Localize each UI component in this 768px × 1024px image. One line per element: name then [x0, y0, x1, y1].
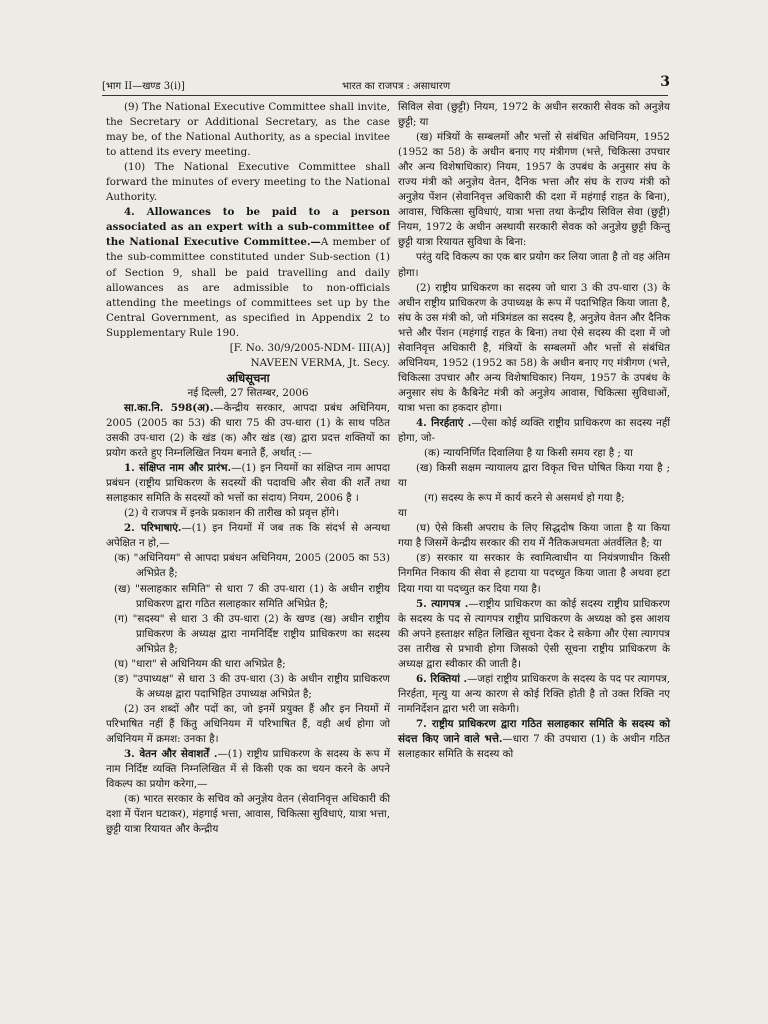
rule-3: [106, 747, 390, 792]
header-part-label: [भाग II—खण्ड 3(i)]: [102, 81, 185, 92]
rule-7: [398, 717, 670, 762]
rule-4-nga: (ङ) सरकार या सरकार के स्वामित्वाधीन या नियंत्रणाधीन किसी निगमित निकाय की सेवा से हटाया या पदच्युत किया जाता है अथवा हटा दिया गया या पदच्युत कर दिया गया है।: [398, 552, 670, 595]
gsr-text: —केन्द्रीय सरकार, आपदा प्रबंध अधिनियम, 2005 (2005 का 53) की धारा 75 की उप-धारा (1) के साथ पठित उसकी उप-धारा (2) के खंड (क) और खंड (ख) द्वारा प्रदत्त शक्तियों का प्रयोग करते हुए निम्नलिखित नियम बनाते हैं, अर्थात् :—: [106, 401, 390, 460]
rule-7-heading: 7. राष्ट्रीय प्राधिकरण द्वारा गठित सलाहकार समिति के सदस्य को संदत्त किए जाने वाले भत्ते.: [398, 717, 670, 745]
page-number: 3: [660, 74, 670, 90]
header-rule: [102, 95, 668, 96]
page-header: [102, 74, 680, 96]
rule-4-kha: (ख) किसी सक्षम न्यायालय द्वारा विकृत चित्त घोषित किया गया है ; या: [398, 462, 670, 490]
rule-3-kha: (ख) मंत्रियों के सम्बलमों और भत्तों से संबंधित अधिनियम, 1952 (1952 का 58) के अधीन बनाए गए मंत्रीगण (भत्ते, चिकित्सा उपचार और अन्य विशेषाधिकार) नियम, 1957 के उपबंध के अनुसार संघ के राज्य मंत्री को अनुज्ञेय वेतन, दैनिक भत्ता और संघ के राज्य मंत्री को अनुज्ञेय पेंशन (सेवानिवृत्त अधिकारी की दशा में महंगाई राहत के बिना), आवास, चिकित्सा सुविधाएं, यात्रा भत्ता तथा केन्द्रीय सिविल सेवा (छुट्टी) नियम, 1972 के अधीन अस्थायी सरकारी सेवक को अनुज्ञेय छुट्टी किन्तु छुट्टी यात्रा रियायत सुविधा के बिना:: [398, 131, 670, 249]
rule-2-2: (2) उन शब्दों और पदों का, जो इनमें प्रयुक्त हैं और इन नियमों में परिभाषित नहीं हैं किंतु अधिनियम में परिभाषित हैं, वही अर्थ होगा जो अधिनियम में क्रमश: उनका है।: [106, 702, 390, 745]
rule-5-heading: 5. त्यागपत्र .: [416, 597, 469, 610]
rule-1-heading: 1. संक्षिप्त नाम और प्रारंभ.: [124, 462, 232, 475]
left-column: [106, 100, 390, 837]
rule-2-text: —(1) इन नियमों में जब तक कि संदर्भ से अन्यथा अपेक्षित न हो,—: [106, 522, 390, 550]
notification-title: अधिसूचना: [226, 370, 270, 385]
rule-6-heading: 6. रिक्तियां .: [416, 672, 468, 685]
rule-4-gha: (घ) ऐसे किसी अपराध के लिए सिद्धदोष किया जाता है या किया गया है जिसमें केन्द्रीय सरकार की राय में नैतिकअधमता अंतर्वलित है; या: [398, 522, 670, 550]
definition-kha: (ख) "सलाहकार समिति" से धारा 7 की उप-धारा (1) के अधीन राष्ट्रीय प्राधिकरण द्वारा गठित सलाहकार समिति अभिप्रेत है;: [114, 582, 390, 610]
header-gazette-title: भारत का राजपत्र : असाधारण: [342, 81, 451, 92]
rule-7-text: —धारा 7 की उपधारा (1) के अधीन गठित सलाहकार समिति के सदस्य को: [398, 732, 670, 761]
rule-4: [398, 416, 670, 446]
rule-6-text: —जहां राष्ट्रीय प्राधिकरण के सदस्य के पद पर त्यागपत्र, निरर्हता, मृत्यु या अन्य कारण से कोई रिक्ति होती है तो उक्त रिक्ति नए नामनिर्देशन द्वारा भरी जा सकेगी।: [398, 672, 671, 715]
rule-3-2: (2) राष्ट्रीय प्राधिकरण का सदस्य जो धारा 3 की उप-धारा (3) के अधीन राष्ट्रीय प्राधिकरण के उपाध्यक्ष के रूप में पदाभिहित किया जाता है, संघ के उस मंत्री को, जो मंत्रिमंडल का सदस्य है, अनुज्ञेय वेतन और दैनिक भत्ते और पेंशन (महंगाई राहत के बिना) तथा ऐसे सदस्य की दशा में जो सेवानिवृत्त अधिकारी है, मंत्रियों के सम्बलमों और भत्तों से संबंधित अधिनियम, 1952 (1952 का 58) के अधीन बनाए गए मंत्रीगण (भत्ते, चिकित्सा उपचार और अन्य विशेषाधिकार) नियम, 1957 के उपबंध के अनुसार संघ के कैबिनेट मंत्री को अनुज्ञेय आवास, चिकित्सा सुविधाओं, यात्रा भत्ता का हकदार होगा।: [398, 281, 670, 414]
allowances-paragraph: [106, 205, 390, 340]
rule-1-text: —(1) इन नियमों का संक्षिप्त नाम आपदा प्रबंधन (राष्ट्रीय प्राधिकरण के सदस्यों की पदावधि और सेवा की शर्तें तथा सलाहकार समिति के सदस्यों को भत्तों का संदाय) नियम, 2006 है ।: [106, 462, 390, 505]
signatory: NAVEEN VERMA, Jt. Secy.: [250, 356, 390, 369]
gsr-paragraph: [106, 401, 390, 461]
rule-4-text: —ऐसा कोई व्यक्ति राष्ट्रीय प्राधिकरण का सदस्य नहीं होगा, जो-: [398, 416, 670, 445]
paragraph-10: (10) The National Executive Committee shall forward the minutes of every meeting to the National Authority.: [106, 161, 390, 204]
definition-ka: (क) "अधिनियम" से आपदा प्रबंधन अधिनियम, 2005 (2005 का 53) अभिप्रेत है;: [114, 552, 390, 580]
rule-5-text: —राष्ट्रीय प्राधिकरण का कोई सदस्य राष्ट्रीय प्राधिकरण के सदस्य के पद से त्यागपत्र राष्ट्रीय प्राधिकरण के अध्यक्ष को इस आशय की अपने हस्ताक्षर सहित लिखित सूचना देकर दे सकेगा और ऐसा त्यागपत्र उस तारीख से प्रभावी होगा जिसको ऐसी सूचना राष्ट्रीय प्राधिकरण के अध्यक्ष द्वारा स्वीकार की जाती है।: [398, 597, 670, 670]
rule-3-ka: (क) भारत सरकार के सचिव को अनुज्ञेय वेतन (सेवानिवृत्त अधिकारी की दशा में पेंशन घटाकर), मंहगाई भत्ता, आवास, चिकित्सा सुविधाएं, यात्रा भत्ता, छुट्टी यात्रा रियायत और केन्द्रीय: [106, 793, 390, 836]
rule-3-ka-continued: सिविल सेवा (छुट्टी) नियम, 1972 के अधीन सरकारी सेवक को अनुज्ञेय छुट्टी; या: [398, 101, 670, 129]
rule-3-proviso: परंतु यदि विकल्प का एक बार प्रयोग कर लिया जाता है तो वह अंतिम होगा।: [398, 251, 670, 279]
rule-5: [398, 597, 670, 672]
gsr-number: सा.का.नि. 598(अ).: [124, 401, 214, 414]
rule-4-ka: (क) न्यायनिर्णित दिवालिया है या किसी समय रहा है ; या: [424, 447, 633, 460]
definition-gha: (घ) "धारा" से अधिनियम की धारा अभिप्रेत है;: [114, 657, 286, 670]
rule-2-heading: 2. परिभाषाएं.: [124, 522, 182, 535]
rule-4-heading: 4. निरर्हताएं .: [416, 416, 472, 429]
allowances-heading: 4. Allowances to be paid to a person associated as an expert with a sub-committee of the National Executive Committee.—: [106, 206, 390, 249]
rule-1-2: (2) ये राजपत्र में इनके प्रकाशन की तारीख को प्रवृत्त होंगे।: [124, 507, 339, 520]
file-reference: [F. No. 30/9/2005-NDM- III(A)]: [229, 341, 390, 354]
rule-6: [398, 672, 670, 717]
right-column: [398, 100, 670, 762]
definition-ga: (ग) "सदस्य" से धारा 3 की उप-धारा (2) के खण्ड (ख) अधीन राष्ट्रीय प्राधिकरण के अध्यक्ष द्वारा नामनिर्दिष्ट राष्ट्रीय प्राधिकरण का सदस्य अभिप्रेत है;: [114, 612, 390, 655]
definition-nga: (ङ) "उपाध्यक्ष" से धारा 3 की उप-धारा (3) के अधीन राष्ट्रीय प्राधिकरण के अध्यक्ष द्वारा पदाभिहित उपाध्यक्ष अभिप्रेत है;: [114, 672, 390, 700]
rule-4-ya: या: [398, 507, 407, 520]
rule-3-heading: 3. वेतन और सेवाशर्तें .: [124, 748, 218, 761]
rule-2: [106, 521, 390, 551]
rule-3-text: —(1) राष्ट्रीय प्राधिकरण के सदस्य के रूप में नाम निर्दिष्ट व्यक्ति निम्नलिखित में से किसी एक का चयन करने के अपने विकल्प का प्रयोग करेगा,—: [106, 748, 390, 791]
allowances-text: A member of the sub-committee constituted under Sub-section (1) of Section 9, shall be paid travelling and daily allowances as are admissible to non-officials attending the meetings of committees set up by the Central Government, as specified in Appendix 2 to Supplementary Rule 190.: [106, 236, 390, 339]
date-line: नई दिल्ली, 27 सितम्बर, 2006: [187, 386, 309, 399]
rule-4-ga: (ग) सदस्य के रूप में कार्य करने से असमर्थ हो गया है;: [424, 492, 625, 505]
paragraph-9: (9) The National Executive Committee shall invite, the Secretary or Additional Secretary, as the case may be, of the National Authority, as a special invitee to attend its every meeting.: [106, 101, 390, 159]
rule-1: [106, 461, 390, 506]
